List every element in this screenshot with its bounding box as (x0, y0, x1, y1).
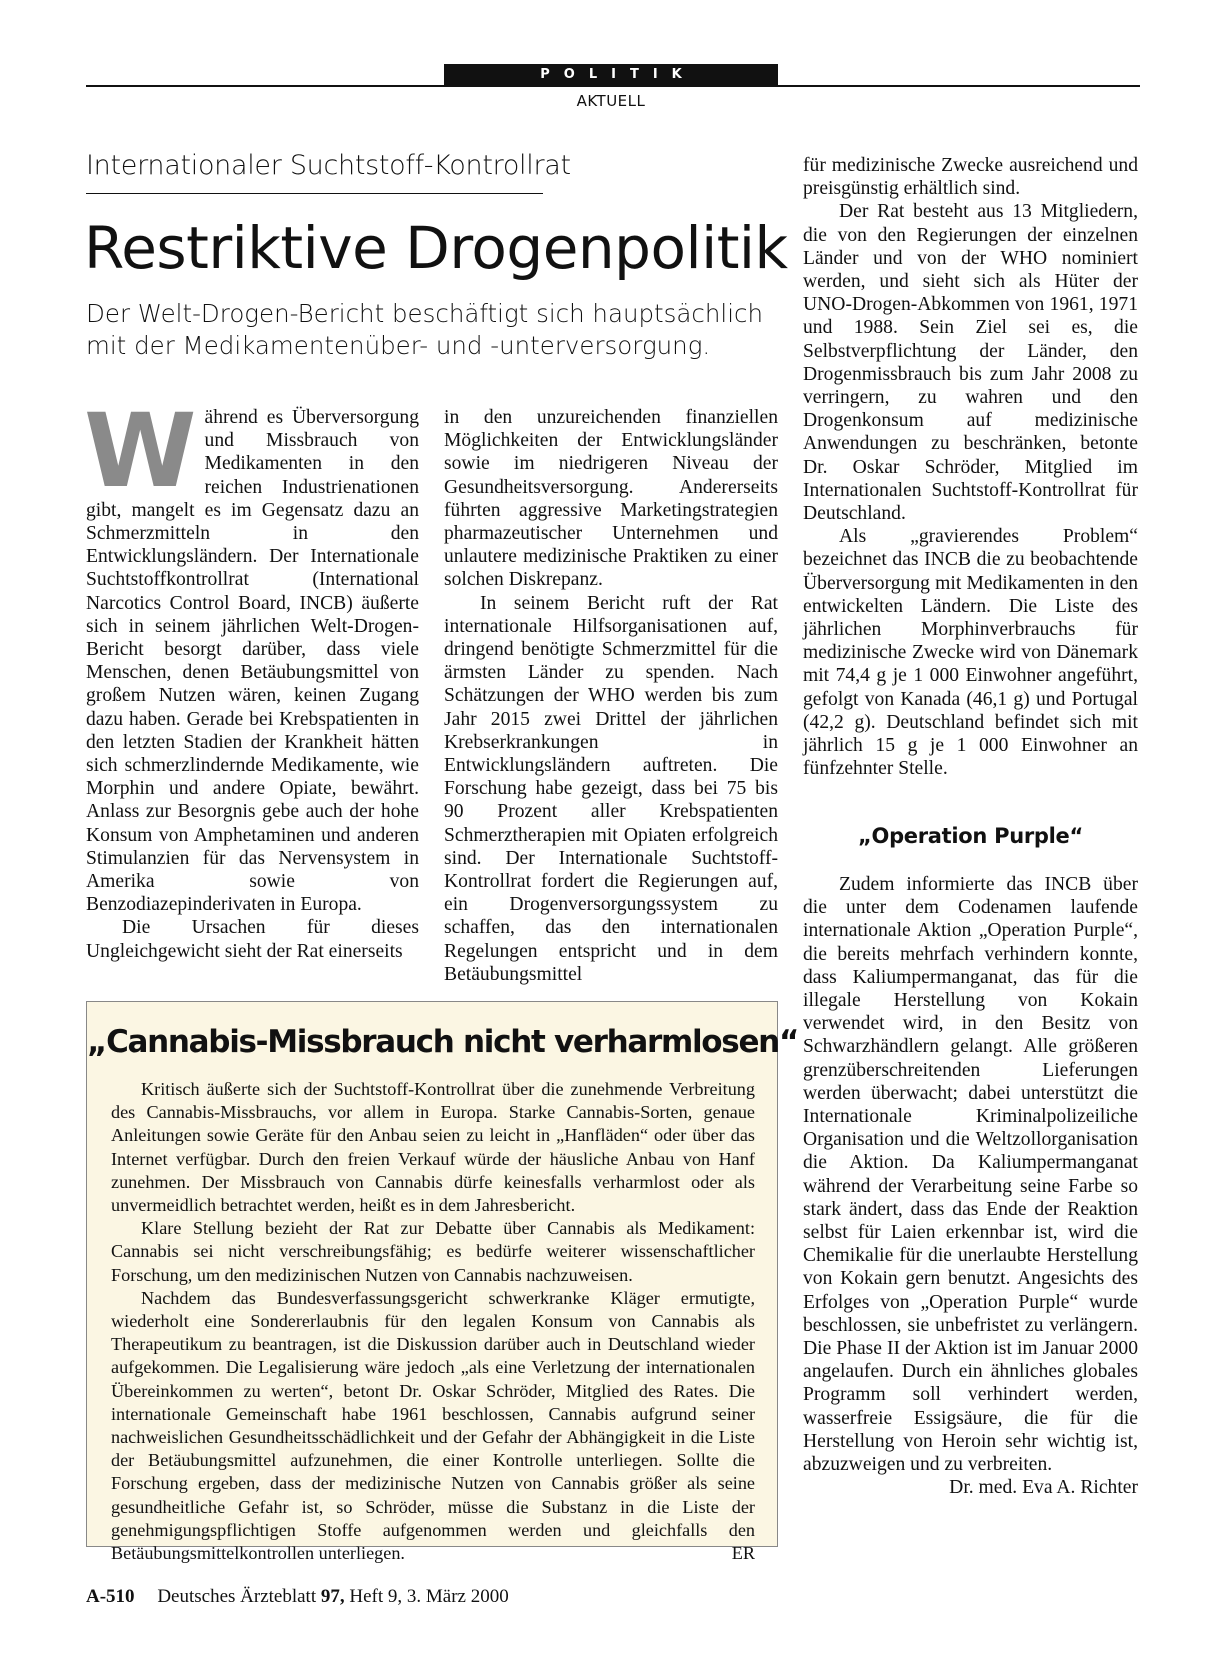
paragraph: In seinem Bericht ruft der Rat internationale Hilfsorganisationen auf, dringend benötigte Schmerzmittel für die ärmsten Länder zu spenden. Nach Schätzungen der WHO werden bis zum Jahr 2015 zwei Drittel der jährlichen Krebserkrankungen in Entwicklungsländern auftreten. Die Forschung habe gezeigt, dass bei 75 bis 90 Prozent aller Krebspatienten Schmerztherapien mit Opiaten erfolgreich sind. Der Internationale Suchtstoff-Kontrollrat fordert die Regierungen auf, ein Drogenversorgungssystem zu schaffen, das den internationalen Regelungen entspricht und in dem Betäubungsmittel (444, 592, 778, 985)
box-title: „Cannabis-Missbrauch nicht verharmlosen“ (87, 1024, 799, 1060)
paragraph: Als „gravierendes Problem“ bezeichnet das INCB die zu beobachtende Überversorgung mit Medikamenten in den entwickelten Ländern. Die Liste des jährlichen Morphinverbrauchs für medizinische Zwecke wird von Dänemark mit 74,4 g je 1 000 Einwohner angeführt, gefolgt von Kanada (46,1 g) und Portugal (42,2 g). Deutschland befindet sich mit jährlich 15 g je 1 000 Einwohner an fünfzehnter Stelle. (803, 526, 1138, 780)
journal-volume: 97, (320, 1586, 345, 1607)
box-paragraph: Klare Stellung bezieht der Rat zur Debatte über Cannabis als Medikament: Cannabis sei nicht verschreibungsfähig; es bedürfe weiterer wissenschaftlicher Forschung, um den medizinischen Nutzen von Cannabis nachzuweisen. (111, 1218, 755, 1285)
kicker-rule (86, 193, 543, 194)
article-column-3-continued (803, 873, 1138, 1499)
box-body (111, 1078, 755, 1565)
paragraph-text: Zudem informierte das INCB über die unter dem Codenamen laufende internationale Aktion „Operation Purple“, die bereits mehrfach verhindern konnte, dass Kaliumpermanganat, das für die illegale Herstellung von Kokain verwendet wird, in den Besitz von Schwarzhändlern gelangt. Alle größeren grenzüberschreitenden Lieferungen werden überwacht; dabei unterstützt die Internationale Kriminalpolizeiliche Organisation und die Weltzollorganisation die Aktion. Da Kaliumpermanganat während der Verarbeitung seine Farbe so stark ändert, dass das Ende der Reaktion selbst für Laien erkennbar ist, wird die Chemikalie für die unerlaubte Herstellung von Kokain gern benutzt. Angesichts des Erfolges von „Operation Purple“ wurde beschlossen, sie unbefristet zu verlängern. Die Phase II der Aktion ist im Januar 2000 angelaufen. Durch ein ähnliches globales Programm soll verhindert werden, wasserfreie Essigsäure, die für die Herstellung von Heroin sehr wichtig ist, abzuzweigen und zu verbreiten. (803, 874, 1138, 1476)
page-number: A-510 (86, 1586, 135, 1607)
section-subhead: „Operation Purple“ (858, 824, 1083, 848)
journal-name: Deutsches Ärzteblatt (157, 1586, 317, 1607)
box-paragraph: Kritisch äußerte sich der Suchtstoff-Kontrollrat über die zunehmende Verbreitung des Cannabis-Missbrauchs, vor allem in Europa. Starke Cannabis-Sorten, genaue Anleitungen sowie Geräte für den Anbau seien zu leicht in „Hanfläden“ oder über das Internet verfügbar. Durch den freien Verkauf würde der häusliche Anbau von Hanf zunehmen. Der Missbrauch von Cannabis dürfe keinesfalls verharmlost oder als unvermeidlich betrachtet werden, heißt es in dem Jahresbericht. (111, 1079, 755, 1216)
article-lead: Der Welt-Drogen-Bericht beschäftigt sich hauptsächlich mit der Medikamentenüber- und -unterversorgung. (86, 299, 764, 360)
box-paragraph-text: Nachdem das Bundesverfassungsgericht schwerkranke Kläger ermutigte, wiederholt eine Sondererlaubnis für den legalen Konsum von Cannabis als Therapeutikum zu beantragen, ist die Diskussion darüber auch in Deutschland wieder aufgekommen. Die Legalisierung wäre jedoch „als eine Verletzung der internationalen Übereinkommen zu werten“, betont Dr. Oskar Schröder, Mitglied des Rates. Die internationale Gemeinschaft habe 1961 beschlossen, Cannabis aufgrund seiner nachweislichen Gesundheitsschädlichkeit und der Gefahr der Abhängigkeit in die Liste der Betäubungsmittel aufzunehmen, die einer Kontrolle unterliegen. Sollte die Forschung ergeben, dass der medizinische Nutzen von Cannabis größer als seine gesundheitliche Gefahr ist, so Schröder, müsse die Substanz in die Liste der genehmigungspflichtigen Stoffe aufgenommen werden und gleichfalls den Betäubungsmittelkontrollen unterliegen. (111, 1287, 755, 1564)
drop-cap: W (84, 392, 197, 511)
author-signature: Dr. med. Eva A. Richter (949, 1477, 1138, 1499)
article-column-1 (84, 392, 419, 963)
paragraph (803, 873, 1138, 1499)
paragraph: Die Ursachen für dieses Ungleichgewicht sieht der Rat einerseits (86, 917, 419, 962)
header-rule (86, 85, 1140, 87)
section-label: POLITIK (444, 64, 778, 86)
paragraph: Der Rat besteht aus 13 Mitgliedern, die von den Regierungen der einzelnen Länder und von der WHO nominiert werden, und sieht sich als Hüter der UNO-Drogen-Abkommen von 1961, 1971 und 1988. Sein Ziel sei es, die Selbstverpflichtung der Länder, den Drogenmissbrauch bis zum Jahr 2008 zu verringern, zu wahren und den Drogenkonsum auf medizinische Anwendungen zu beschränken, betonte Dr. Oskar Schröder, Mitglied im Internationalen Suchtstoff-Kontrollrat für Deutschland. (803, 201, 1138, 525)
page-footer (86, 1586, 509, 1608)
paragraph: für medizinische Zwecke ausreichend und preisgünstig erhältlich sind. (803, 155, 1138, 200)
subsection-label: AKTUELL (576, 92, 646, 110)
box-signature: ER (731, 1543, 755, 1564)
journal-issue: Heft 9, 3. März 2000 (349, 1586, 509, 1607)
paragraph: in den unzureichenden finanziellen Möglichkeiten der Entwicklungsländer sowie im niedrigeren Niveau der Gesundheitsversorgung. Andererseits führten aggressive Marketingstrategien pharmazeutischer Unternehmen und unlautere medizinische Praktiken zu einer solchen Diskrepanz. (444, 407, 778, 591)
article-kicker: Internationaler Suchtstoff-Kontrollrat (86, 150, 571, 181)
box-paragraph (111, 1287, 755, 1565)
info-box (86, 1001, 799, 1564)
paragraph: ährend es Überversorgung und Missbrauch von Medikamenten in den reichen Industrienationen gibt, mangelt es im Gegensatz dazu an Schmerzmitteln in den Entwicklungsländern. Der Internationale Suchtstoffkontrollrat (International Narcotics Control Board, INCB) äußerte sich in seinem jährlichen Welt-Drogen-Bericht besorgt darüber, dass viele Menschen, denen Betäubungsmittel von großem Nutzen wären, keinen Zugang dazu haben. Gerade bei Krebspatienten in den letzten Stadien der Krankheit hätten sich schmerzlindernde Medikamente, wie Morphin und andere Opiate, bewährt. Anlass zur Besorgnis gebe auch der hohe Konsum von Amphetaminen und anderen Stimulanzien für das Nervensystem in Amerika sowie von Benzodiazepinderivaten in Europa. (86, 407, 419, 916)
article-column-3 (803, 154, 1138, 780)
article-column-2 (444, 406, 778, 986)
article-headline: Restriktive Drogenpolitik (84, 214, 788, 282)
